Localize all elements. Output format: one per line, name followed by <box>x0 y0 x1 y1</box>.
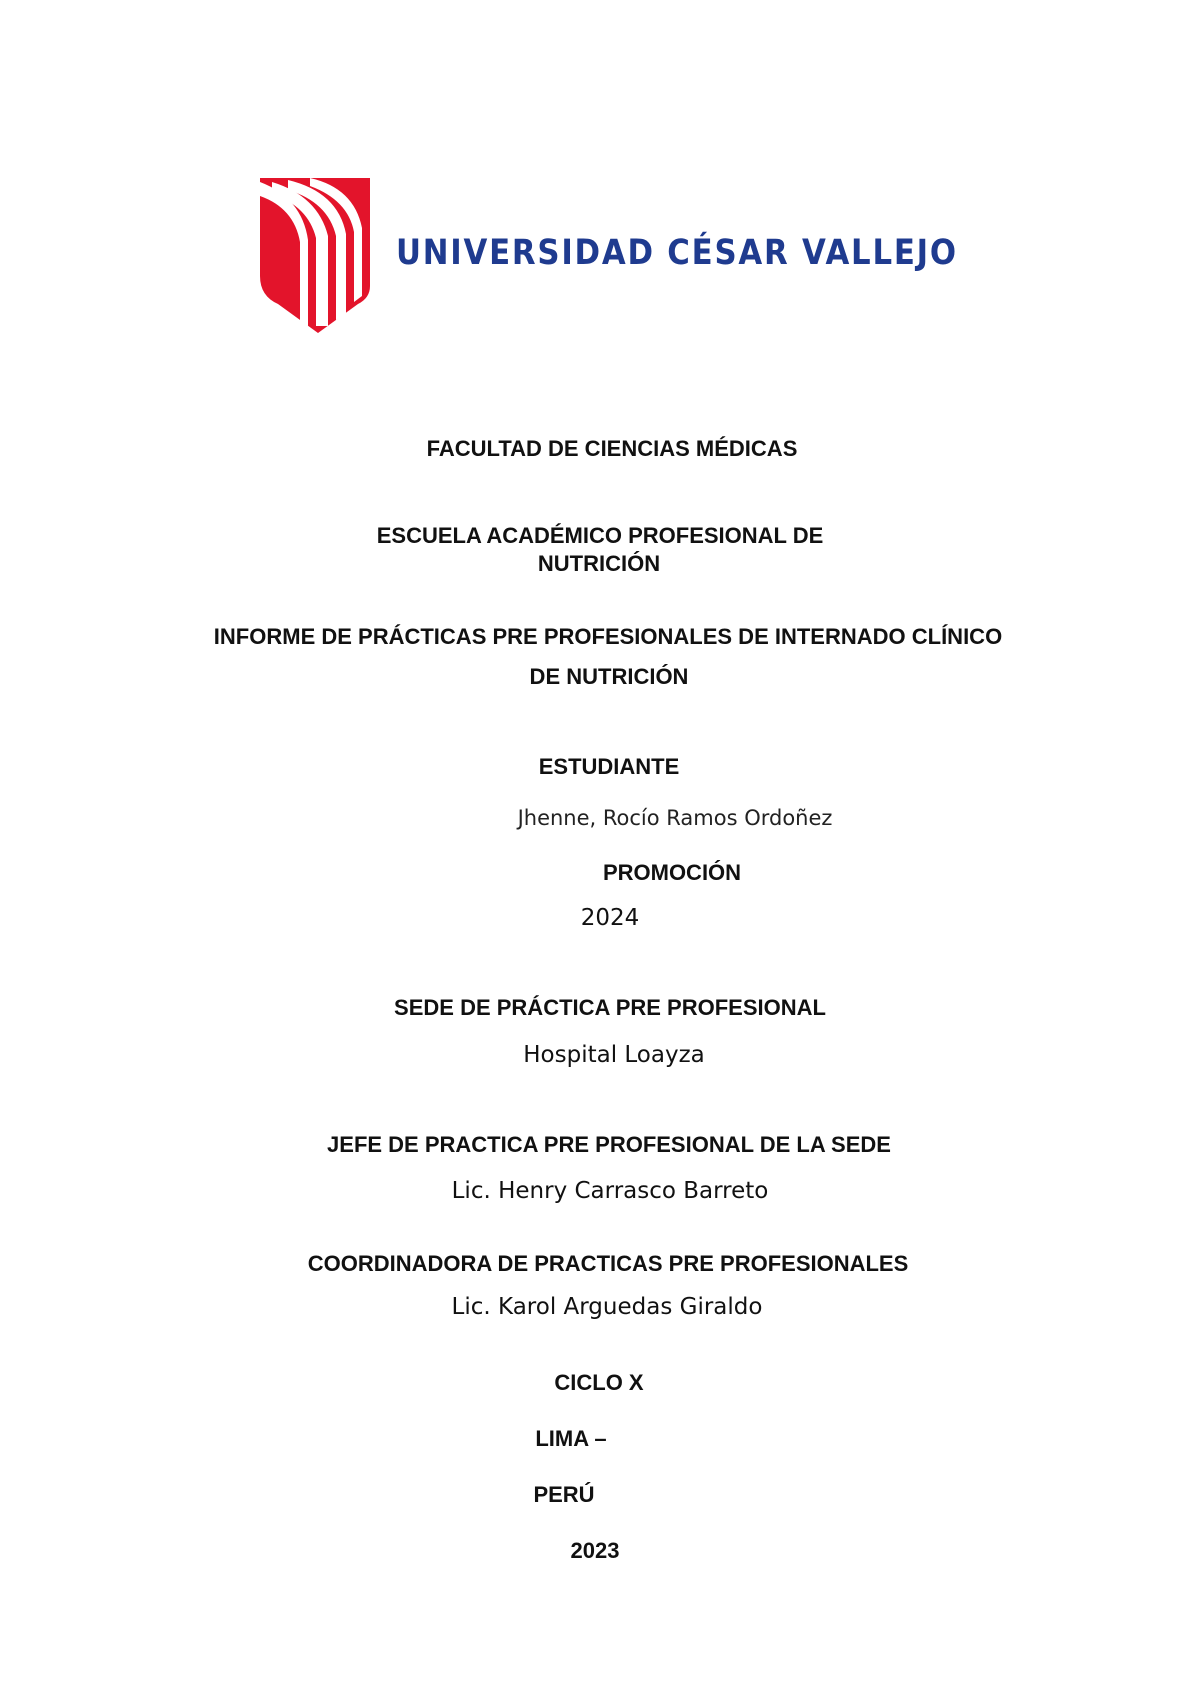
logo-wordmark: UNIVERSIDAD CÉSAR VALLEJO <box>396 233 958 273</box>
student-name: Jhenne, Rocío Ramos Ordoñez <box>517 806 833 830</box>
promotion-year: 2024 <box>580 905 640 931</box>
report-title-line2: DE NUTRICIÓN <box>529 664 689 689</box>
city-label: LIMA – <box>535 1426 607 1451</box>
site-name: Hospital Loayza <box>523 1042 705 1068</box>
faculty-title: FACULTAD DE CIENCIAS MÉDICAS <box>426 436 798 461</box>
coordinator-name: Lic. Karol Arguedas Giraldo <box>451 1294 763 1320</box>
shield-icon <box>260 178 370 333</box>
site-label: SEDE DE PRÁCTICA PRE PROFESIONAL <box>394 995 826 1020</box>
chief-name: Lic. Henry Carrasco Barreto <box>451 1178 769 1204</box>
school-title-line2: NUTRICIÓN <box>537 551 661 576</box>
coordinator-label: COORDINADORA DE PRACTICAS PRE PROFESIONALES <box>307 1251 909 1276</box>
student-label: ESTUDIANTE <box>538 754 680 779</box>
university-logo <box>258 176 958 336</box>
report-title-line1: INFORME DE PRÁCTICAS PRE PROFESIONALES DE INTERNADO CLÍNICO <box>213 624 1003 649</box>
cycle-label: CICLO X <box>554 1370 644 1395</box>
year-label: 2023 <box>570 1538 620 1563</box>
chief-label: JEFE DE PRACTICA PRE PROFESIONAL DE LA SEDE <box>327 1132 891 1157</box>
school-title-line1: ESCUELA ACADÉMICO PROFESIONAL DE <box>376 523 824 548</box>
country-label: PERÚ <box>533 1482 595 1507</box>
promotion-label: PROMOCIÓN <box>602 860 742 885</box>
